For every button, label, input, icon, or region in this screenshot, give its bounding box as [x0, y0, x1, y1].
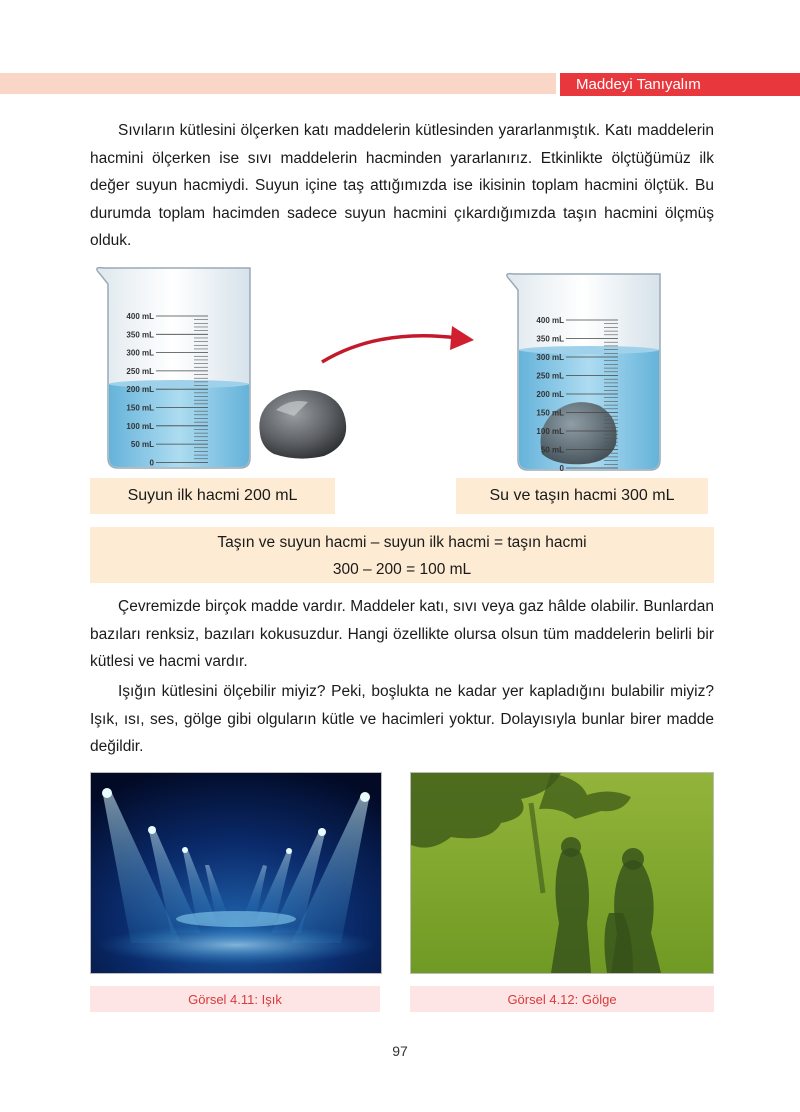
- beaker-left-scale-label: 250 mL: [126, 366, 154, 376]
- beaker-right-scale-label: 400 mL: [536, 316, 564, 325]
- header-band: [0, 73, 556, 94]
- beaker-right-scale-label: 350 mL: [536, 334, 564, 344]
- arrow-icon: [318, 318, 476, 366]
- formula-box: [90, 527, 714, 583]
- beaker-right-scale-label: 200 mL: [536, 390, 564, 399]
- beaker-left-scale-label: 150 mL: [126, 403, 154, 413]
- beaker-right-scale-label: 300 mL: [536, 353, 564, 362]
- rock-illustration: [254, 384, 350, 462]
- beaker-right-scale-label: 0: [559, 464, 564, 473]
- section-title: Maddeyi Tanıyalım: [560, 73, 800, 96]
- figure-caption-light: Görsel 4.11: Işık: [90, 986, 380, 1012]
- beaker-left-scale-label: 0: [149, 458, 154, 468]
- beaker-left-scale-label: 400 mL: [126, 312, 154, 321]
- shadow-photo: [410, 772, 714, 974]
- beaker-left-illustration: [90, 262, 260, 476]
- beaker-right-scale-label: 150 mL: [536, 408, 564, 418]
- label-total-volume: Su ve taşın hacmi 300 mL: [456, 478, 708, 514]
- label-initial-volume: Suyun ilk hacmi 200 mL: [90, 478, 335, 514]
- matter-paragraph: Çevremizde birçok madde vardır. Maddeler katı, sıvı veya gaz hâlde olabilir. Bunlardan bazıları renksiz, bazıları kokusuzdur. Hangi özellikte olursa olsun tüm maddelerin belirli bir kütlesi ve hacmi vardır.: [90, 598, 714, 670]
- page-number: 97: [392, 1043, 408, 1059]
- formula-line-1: Taşın ve suyun hacmi – suyun ilk hacmi = taşın hacmi: [217, 534, 587, 551]
- beaker-right-illustration: [500, 268, 670, 478]
- beaker-left-scale-label: 200 mL: [126, 385, 154, 395]
- beaker-left-scale-label: 100 mL: [126, 421, 154, 431]
- light-question-paragraph: Işığın kütlesini ölçebilir miyiz? Peki, boşlukta ne kadar yer kapladığını bulabilir miyiz? Işık, ısı, ses, gölge gibi olguların kütle ve hacimleri yoktur. Dolayısıyla bunlar birer madde değildir.: [90, 683, 714, 755]
- intro-paragraph: Sıvıların kütlesini ölçerken katı maddelerin kütlesinden yararlanmıştık. Katı maddelerin hacmini ölçerken ise sıvı maddelerin hacminden yararlanırız. Etkinlikte ölçtüğümüz ilk değer suyun hacmiydi. Suyun içine taş attığımızda ise ikisinin toplam hacmini ölçtük. Bu durumda toplam hacimden sadece suyun hacmini çıkardığımızda taşın hacmini ölçmüş olduk.: [90, 122, 714, 249]
- beaker-right-scale-label: 100 mL: [536, 427, 564, 436]
- beaker-left-scale-label: 350 mL: [126, 330, 154, 340]
- formula-line-2: 300 – 200 = 100 mL: [332, 561, 472, 578]
- beaker-right-scale-label: 50 mL: [540, 445, 564, 455]
- beaker-left-scale-label: 300 mL: [126, 348, 154, 358]
- beaker-left-scale-label: 50 mL: [130, 440, 154, 450]
- spotlight-photo: [90, 772, 382, 974]
- figure-caption-shadow: Görsel 4.12: Gölge: [410, 986, 714, 1012]
- beaker-right-scale-label: 250 mL: [536, 371, 564, 381]
